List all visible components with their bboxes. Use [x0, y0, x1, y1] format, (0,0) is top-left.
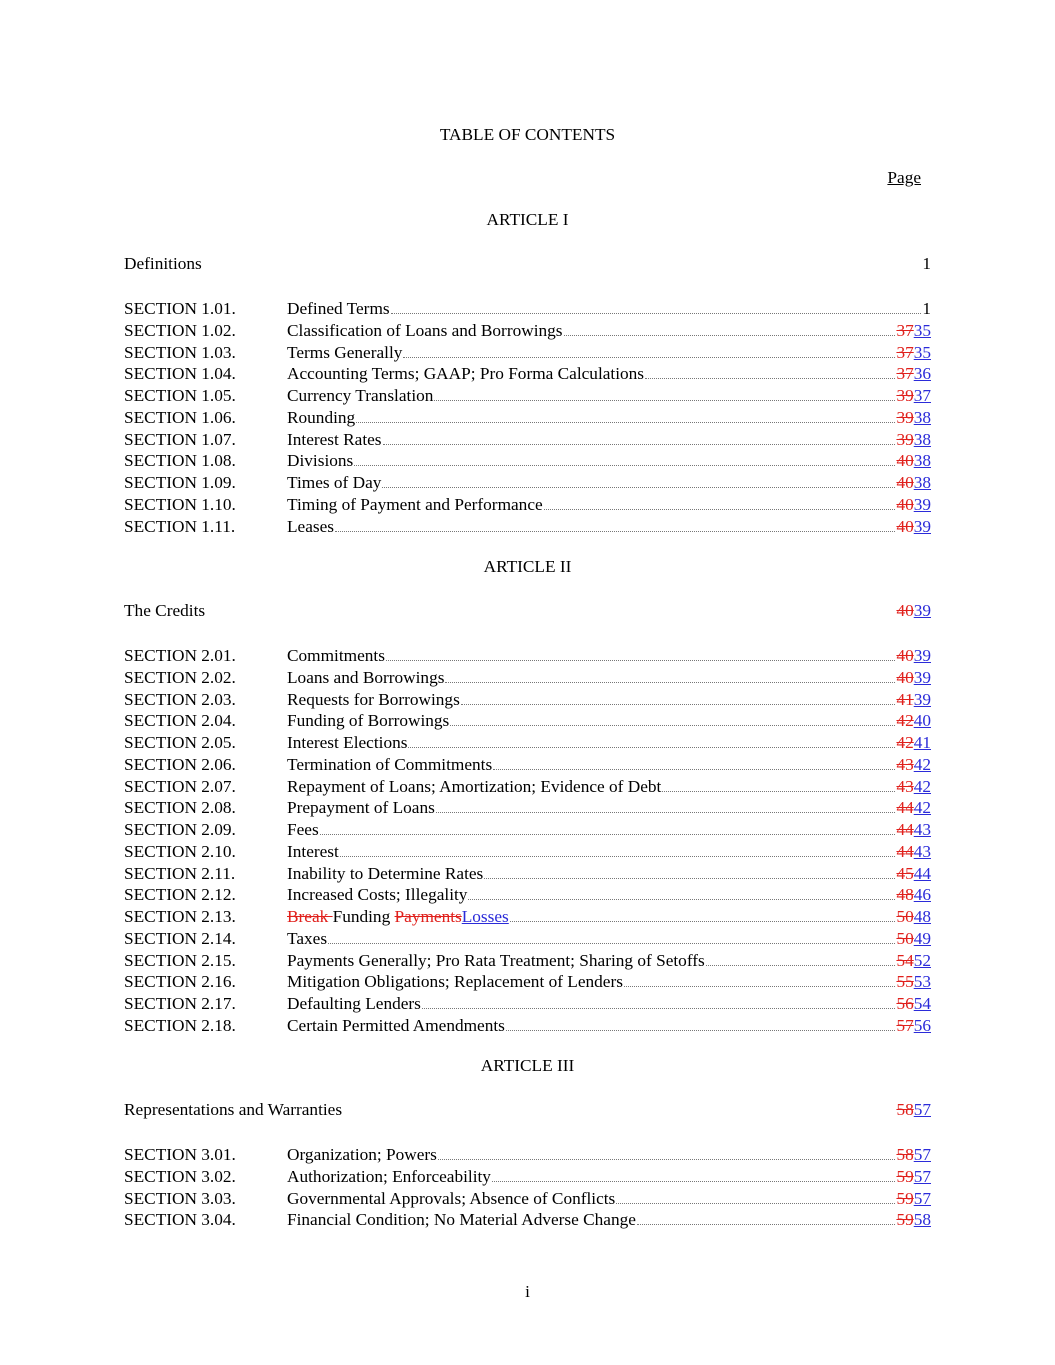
- section-number: SECTION 2.18.: [124, 1015, 236, 1035]
- section-page-number: [896, 321, 931, 341]
- section-number: SECTION 1.05.: [124, 386, 236, 405]
- old-page-number: 40: [896, 667, 914, 687]
- dot-leader: [484, 878, 895, 879]
- toc-entry[interactable]: [124, 1143, 931, 1165]
- title-text: Interest Rates: [287, 429, 382, 449]
- title-text: Funding: [332, 907, 395, 926]
- title-text: Interest Elections: [287, 733, 408, 752]
- dot-leader: [383, 444, 896, 445]
- section-title: [287, 668, 444, 688]
- section-page-number: [896, 386, 931, 406]
- toc-entry[interactable]: [124, 731, 931, 753]
- section-number: SECTION 2.16.: [124, 972, 236, 992]
- toc-entry[interactable]: [124, 297, 931, 319]
- new-page-number: 57: [913, 1145, 931, 1164]
- section-title: [287, 343, 402, 363]
- old-page-number: 59: [896, 1166, 914, 1186]
- new-page-number: 42: [913, 776, 931, 796]
- old-page-number: 40: [896, 451, 914, 471]
- section-page-number: [896, 1145, 931, 1165]
- toc-entry[interactable]: [124, 319, 931, 341]
- article-page-number[interactable]: [896, 601, 931, 621]
- old-page-number: 57: [896, 1015, 914, 1035]
- section-page-number: [896, 864, 931, 884]
- section-title: [287, 1210, 636, 1230]
- old-page-number: 44: [896, 841, 914, 861]
- toc-entry[interactable]: [124, 753, 931, 775]
- dot-leader: [403, 357, 895, 358]
- title-text: Interest: [287, 841, 339, 861]
- title-text: Certain Permitted Amendments: [287, 1015, 505, 1035]
- title-text: Payments Generally; Pro Rata Treatment; Sharing of Setoffs: [287, 950, 705, 970]
- deleted-text: Break: [287, 907, 333, 926]
- new-page-number: 46: [913, 885, 931, 905]
- title-text: Timing of Payment and Performance: [287, 494, 543, 514]
- old-page-number: 50: [896, 928, 914, 948]
- title-text: Defaulting Lenders: [287, 994, 421, 1013]
- title-text: Organization; Powers: [287, 1145, 437, 1164]
- toc-entry[interactable]: [124, 406, 931, 428]
- new-page-number: 57: [913, 1100, 931, 1119]
- article-heading: ARTICLE I: [486, 210, 569, 229]
- section-number: SECTION 1.07.: [124, 429, 236, 449]
- old-page-number: 41: [896, 689, 914, 709]
- section-page-number: [896, 1016, 931, 1036]
- new-page-number: 37: [913, 386, 931, 405]
- section-title: [287, 473, 381, 493]
- dot-leader: [506, 1030, 896, 1031]
- article-title[interactable]: [124, 1100, 342, 1120]
- dot-leader: [386, 660, 896, 661]
- title-text: Inability to Determine Rates: [287, 863, 484, 883]
- section-number: SECTION 2.10.: [124, 841, 236, 861]
- section-title: [287, 842, 339, 862]
- section-number: SECTION 3.01.: [124, 1145, 236, 1164]
- toc-entry[interactable]: [124, 1187, 931, 1209]
- dot-leader: [320, 834, 896, 835]
- section-page-number: [896, 1210, 931, 1230]
- section-title: [287, 907, 509, 927]
- new-page-number: 42: [913, 798, 931, 818]
- toc-entry[interactable]: [124, 341, 931, 363]
- new-page-number: 38: [913, 473, 931, 492]
- new-page-number: 39: [913, 601, 931, 620]
- section-number: SECTION 2.04.: [124, 711, 236, 731]
- toc-entry[interactable]: [124, 970, 931, 992]
- section-page-number: [896, 430, 931, 450]
- dot-leader: [391, 313, 922, 314]
- section-title: [287, 364, 644, 384]
- old-page-number: 39: [896, 386, 914, 405]
- section-page-number: [896, 777, 931, 797]
- new-page-number: 39: [913, 516, 931, 536]
- new-page-number: 38: [913, 451, 931, 471]
- section-page-number: [896, 646, 931, 666]
- title-text: Repayment of Loans; Amortization; Evidence of Debt: [287, 776, 662, 796]
- section-title: [287, 1145, 437, 1165]
- new-page-number: 36: [913, 364, 931, 384]
- section-page-number: [896, 907, 931, 927]
- new-page-number: 39: [913, 689, 931, 709]
- dot-leader: [354, 465, 895, 466]
- dot-leader: [645, 378, 895, 379]
- new-page-number: 53: [913, 972, 931, 992]
- toc-entry[interactable]: [124, 428, 931, 450]
- title-text: Prepayment of Loans: [287, 798, 435, 818]
- section-number: SECTION 2.09.: [124, 820, 236, 839]
- old-page-number: 37: [896, 320, 914, 340]
- new-page-number: 52: [913, 950, 931, 970]
- section-number: SECTION 2.13.: [124, 907, 236, 926]
- section-title: [287, 408, 355, 428]
- dot-leader: [706, 965, 896, 966]
- toc-entry[interactable]: [124, 644, 931, 666]
- dot-leader: [510, 921, 896, 922]
- toc-entry[interactable]: [124, 449, 931, 471]
- section-title: [287, 733, 407, 753]
- section-number: SECTION 2.02.: [124, 667, 236, 687]
- section-title: [287, 517, 334, 537]
- dot-leader: [461, 704, 896, 705]
- toc-entry[interactable]: [124, 992, 931, 1014]
- title-text: Funding of Borrowings: [287, 711, 450, 731]
- section-number: SECTION 2.12.: [124, 885, 236, 905]
- old-page-number: 39: [896, 429, 914, 449]
- new-page-number: 41: [913, 733, 931, 752]
- section-title: [287, 1167, 491, 1187]
- title-text: The Credits: [124, 601, 206, 620]
- dot-leader: [616, 1203, 895, 1204]
- article-heading: ARTICLE II: [483, 557, 572, 576]
- section-number: SECTION 2.03.: [124, 689, 236, 709]
- section-title: [287, 1189, 615, 1209]
- toc-entry[interactable]: [124, 384, 931, 406]
- title-text: Classification of Loans and Borrowings: [287, 320, 563, 340]
- new-page-number: 39: [913, 494, 931, 514]
- section-number: SECTION 3.03.: [124, 1188, 236, 1208]
- toc-entry[interactable]: [124, 927, 931, 949]
- toc-title: TABLE OF CONTENTS: [439, 125, 616, 144]
- toc-entry[interactable]: [124, 493, 931, 515]
- new-page-number: 48: [913, 907, 931, 926]
- toc-entry[interactable]: [124, 862, 931, 884]
- dot-leader: [450, 725, 895, 726]
- section-title: [287, 690, 460, 710]
- new-page-number: 57: [913, 1166, 931, 1186]
- section-page-number: [896, 929, 931, 949]
- toc-entry[interactable]: [124, 1165, 931, 1187]
- dot-leader: [564, 335, 896, 336]
- toc-entry[interactable]: [124, 688, 931, 710]
- title-text: Definitions: [124, 254, 202, 273]
- title-text: Terms Generally: [287, 342, 403, 362]
- section-page-number: [896, 798, 931, 818]
- new-page-number: 56: [913, 1015, 931, 1035]
- section-number: SECTION 2.15.: [124, 950, 236, 970]
- old-page-number: 42: [896, 733, 914, 752]
- old-page-number: 40: [896, 494, 914, 514]
- title-text: Leases: [287, 516, 335, 536]
- section-title: [287, 929, 327, 949]
- new-page-number: 58: [913, 1210, 931, 1230]
- section-page-number: [896, 820, 931, 840]
- section-title: [287, 885, 467, 905]
- section-title: [287, 864, 483, 884]
- old-page-number: 56: [896, 994, 914, 1013]
- section-number: SECTION 1.02.: [124, 320, 236, 340]
- title-text: Mitigation Obligations; Replacement of Lenders: [287, 972, 623, 992]
- new-page-number: 40: [913, 711, 931, 731]
- section-title: [287, 386, 433, 406]
- section-page-number: [896, 495, 931, 515]
- section-page-number: [896, 517, 931, 537]
- section-title: [287, 495, 543, 515]
- section-number: SECTION 2.17.: [124, 994, 236, 1013]
- dot-leader: [624, 986, 895, 987]
- toc-entry[interactable]: [124, 883, 931, 905]
- old-page-number: 48: [896, 885, 914, 905]
- old-page-number: 37: [896, 342, 914, 362]
- title-text: Authorization; Enforceability: [287, 1166, 491, 1186]
- title-text: Requests for Borrowings: [287, 689, 460, 709]
- section-page-number: [896, 451, 931, 471]
- section-title: [287, 451, 353, 471]
- new-page-number: 35: [913, 320, 931, 340]
- section-page-number: [922, 299, 931, 319]
- section-title: [287, 951, 705, 971]
- dot-leader: [436, 812, 896, 813]
- section-page-number: [896, 343, 931, 363]
- section-title: [287, 430, 382, 450]
- new-page-number: 43: [913, 841, 931, 861]
- title-text: Rounding: [287, 407, 356, 427]
- new-page-number: 57: [913, 1188, 931, 1208]
- old-page-number: 50: [896, 907, 914, 926]
- section-number: SECTION 2.14.: [124, 928, 236, 948]
- old-page-number: 44: [896, 798, 914, 818]
- new-page-number: 44: [913, 863, 931, 883]
- old-page-number: 42: [896, 711, 914, 731]
- section-number: SECTION 1.03.: [124, 342, 236, 362]
- title-text: Currency Translation: [287, 386, 434, 405]
- toc-entry[interactable]: [124, 1014, 931, 1036]
- new-page-number: 1: [922, 254, 931, 273]
- old-page-number: 55: [896, 972, 914, 992]
- dot-leader: [356, 422, 895, 423]
- title-text: Representations and Warranties: [124, 1100, 343, 1119]
- footer-page-number: i: [525, 1282, 530, 1301]
- section-page-number: [896, 885, 931, 905]
- section-number: SECTION 2.08.: [124, 798, 236, 818]
- old-page-number: 40: [896, 601, 914, 620]
- section-title: [287, 646, 385, 666]
- title-text: Accounting Terms; GAAP; Pro Forma Calculations: [287, 364, 645, 384]
- new-page-number: 49: [913, 928, 931, 948]
- toc-entry[interactable]: [124, 1208, 931, 1230]
- section-number: SECTION 1.11.: [124, 516, 236, 536]
- section-title: [287, 820, 319, 840]
- toc-entry[interactable]: [124, 775, 931, 797]
- section-page-number: [896, 1167, 931, 1187]
- dot-leader: [438, 1159, 896, 1160]
- toc-entry[interactable]: [124, 362, 931, 384]
- section-number: SECTION 2.05.: [124, 733, 236, 752]
- section-title: [287, 711, 449, 731]
- section-title: [287, 994, 421, 1014]
- dot-leader: [382, 487, 895, 488]
- dot-leader: [468, 899, 895, 900]
- new-page-number: 39: [913, 667, 931, 687]
- dot-leader: [493, 769, 895, 770]
- article-page-number[interactable]: [922, 254, 931, 274]
- section-page-number: [896, 951, 931, 971]
- old-page-number: 43: [896, 776, 914, 796]
- title-text: Defined Terms: [287, 299, 390, 318]
- section-number: SECTION 1.08.: [124, 451, 236, 471]
- new-page-number: 38: [913, 407, 931, 427]
- deleted-text: Payments: [394, 907, 462, 926]
- new-page-number: 39: [913, 646, 931, 665]
- section-title: [287, 1016, 505, 1036]
- new-page-number: 43: [913, 820, 931, 839]
- dot-leader: [544, 509, 896, 510]
- article-title[interactable]: [124, 254, 202, 274]
- section-number: SECTION 2.07.: [124, 776, 236, 796]
- old-page-number: 37: [896, 364, 914, 384]
- new-page-number: 35: [913, 342, 931, 362]
- dot-leader: [340, 856, 896, 857]
- section-number: SECTION 2.06.: [124, 754, 236, 774]
- old-page-number: 59: [896, 1188, 914, 1208]
- section-number: SECTION 2.11.: [124, 863, 236, 883]
- title-text: Termination of Commitments: [287, 754, 493, 774]
- new-page-number: 42: [913, 754, 931, 774]
- dot-leader: [328, 943, 895, 944]
- section-page-number: [896, 1189, 931, 1209]
- old-page-number: 40: [896, 473, 914, 492]
- toc-entry[interactable]: [124, 905, 931, 927]
- new-page-number: 54: [913, 994, 931, 1013]
- old-page-number: 54: [896, 950, 914, 970]
- section-number: SECTION 3.04.: [124, 1210, 236, 1230]
- page-column-label: Page: [887, 168, 921, 187]
- section-number: SECTION 1.06.: [124, 407, 236, 427]
- section-page-number: [896, 972, 931, 992]
- article-heading: ARTICLE III: [480, 1056, 575, 1075]
- toc-entry[interactable]: [124, 796, 931, 818]
- section-title: [287, 321, 563, 341]
- dot-leader: [408, 747, 895, 748]
- inserted-text: Losses: [461, 907, 509, 926]
- old-page-number: 43: [896, 754, 914, 774]
- old-page-number: 58: [896, 1145, 914, 1164]
- section-number: SECTION 1.01.: [124, 299, 236, 318]
- title-text: Governmental Approvals; Absence of Conflicts: [287, 1188, 616, 1208]
- title-text: Divisions: [287, 451, 354, 471]
- section-page-number: [896, 842, 931, 862]
- section-title: [287, 755, 492, 775]
- dot-leader: [335, 531, 895, 532]
- old-page-number: 40: [896, 646, 914, 665]
- new-page-number: 38: [913, 429, 931, 449]
- old-page-number: 59: [896, 1210, 914, 1230]
- article-title[interactable]: [124, 601, 205, 621]
- toc-entry[interactable]: [124, 949, 931, 971]
- toc-entry[interactable]: [124, 840, 931, 862]
- old-page-number: 40: [896, 516, 914, 536]
- title-text: Commitments: [287, 646, 385, 665]
- title-text: Times of Day: [287, 473, 382, 492]
- article-page-number[interactable]: [896, 1100, 931, 1120]
- old-page-number: 58: [896, 1100, 914, 1119]
- title-text: Increased Costs; Illegality: [287, 885, 468, 905]
- dot-leader: [492, 1181, 895, 1182]
- section-page-number: [896, 668, 931, 688]
- toc-entry[interactable]: [124, 666, 931, 688]
- dot-leader: [434, 400, 895, 401]
- section-number: SECTION 2.01.: [124, 646, 236, 665]
- toc-entry[interactable]: [124, 709, 931, 731]
- dot-leader: [445, 682, 895, 683]
- toc-entry[interactable]: [124, 515, 931, 537]
- section-title: [287, 798, 435, 818]
- section-page-number: [896, 364, 931, 384]
- toc-entry[interactable]: [124, 471, 931, 493]
- old-page-number: 39: [896, 407, 914, 427]
- new-page-number: 1: [922, 299, 931, 318]
- title-text: Loans and Borrowings: [287, 667, 445, 687]
- section-page-number: [896, 733, 931, 753]
- old-page-number: 45: [896, 863, 914, 883]
- section-title: [287, 972, 623, 992]
- title-text: Fees: [287, 820, 319, 839]
- section-page-number: [896, 994, 931, 1014]
- section-page-number: [896, 755, 931, 775]
- section-page-number: [896, 711, 931, 731]
- section-title: [287, 777, 661, 797]
- section-page-number: [896, 690, 931, 710]
- toc-entry[interactable]: [124, 818, 931, 840]
- section-number: SECTION 1.09.: [124, 473, 236, 492]
- section-page-number: [896, 408, 931, 428]
- title-text: Financial Condition; No Material Adverse Change: [287, 1210, 636, 1230]
- dot-leader: [422, 1008, 896, 1009]
- section-number: SECTION 1.10.: [124, 494, 236, 514]
- section-number: SECTION 1.04.: [124, 364, 236, 384]
- section-title: [287, 299, 390, 319]
- dot-leader: [662, 791, 895, 792]
- old-page-number: 44: [896, 820, 914, 839]
- dot-leader: [637, 1224, 896, 1225]
- section-number: SECTION 3.02.: [124, 1166, 236, 1186]
- title-text: Taxes: [287, 928, 328, 948]
- section-page-number: [896, 473, 931, 493]
